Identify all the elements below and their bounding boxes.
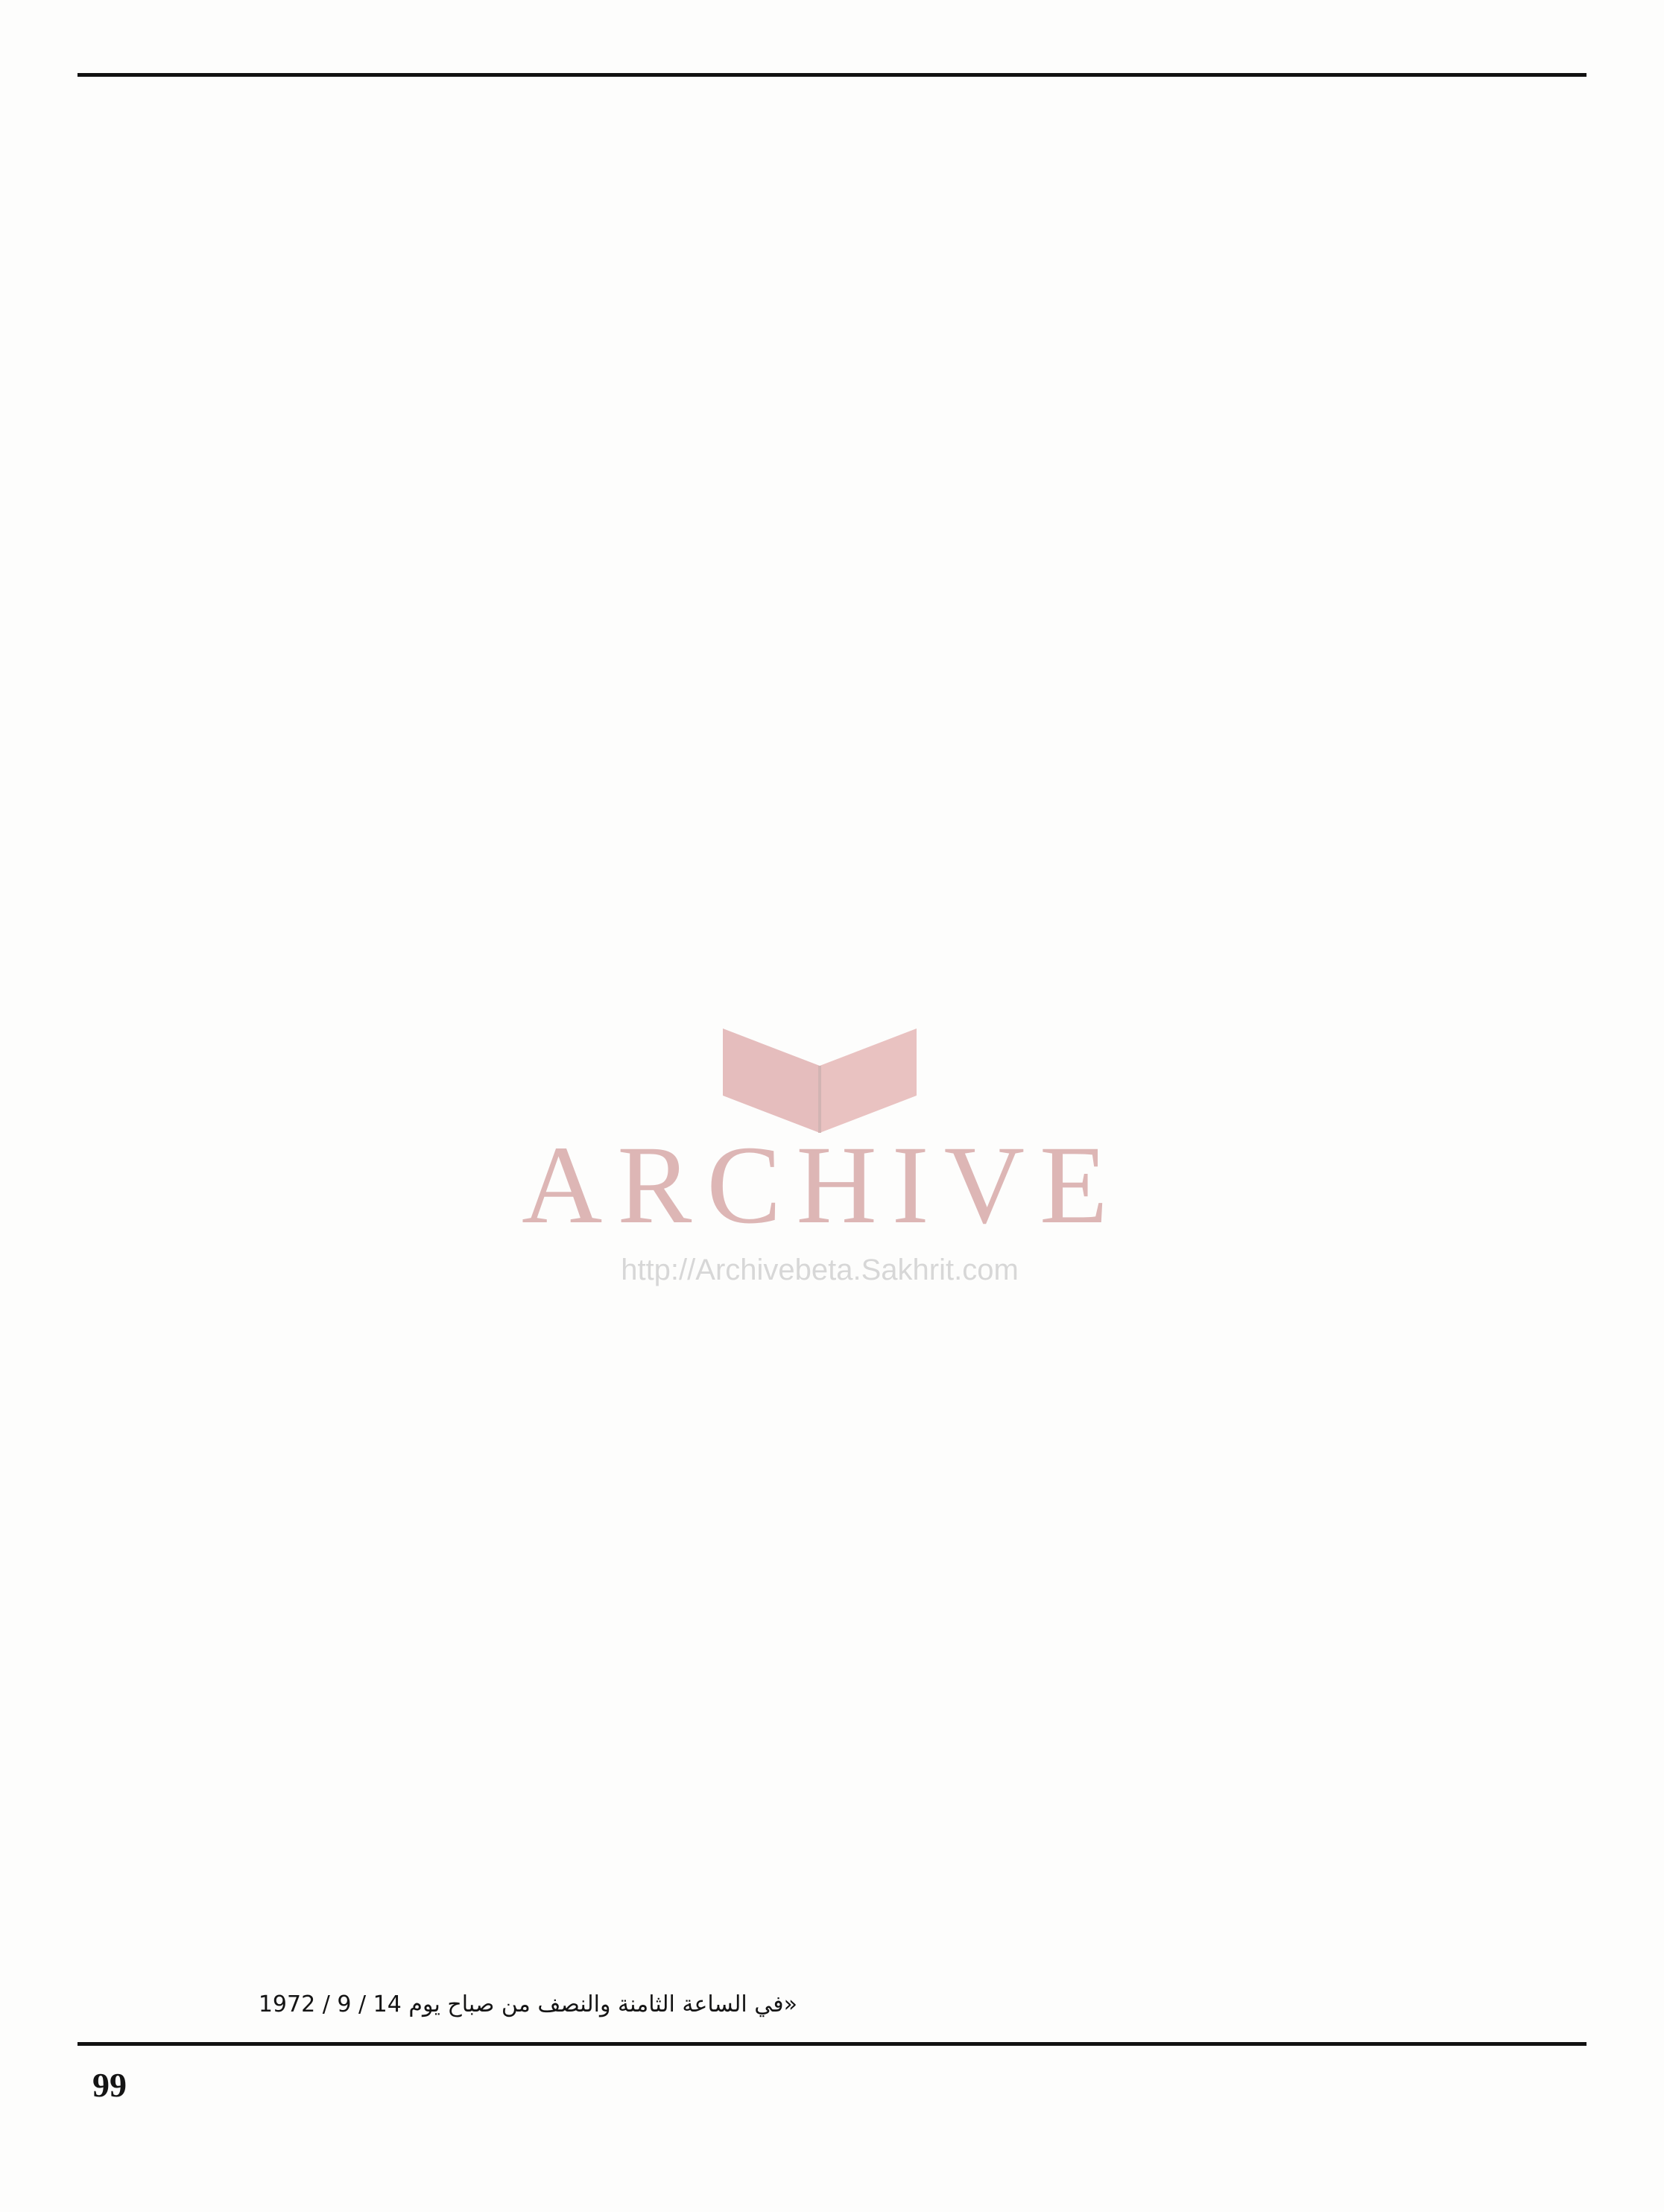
left-column [77,97,797,2005]
right-column [844,97,1586,2005]
watermark-url: http://Archivebeta.Sakhrit.com [621,1254,1019,1286]
bottom-rule [77,2042,1587,2046]
watermark-title: ARCHIVE [522,1123,1123,1247]
top-rule [77,73,1587,77]
page-number: 99 [92,2066,127,2104]
dateline: «في الساعة الثامنة والنصف من صباح يوم 14 / 9 / 1972 [258,1991,797,2017]
